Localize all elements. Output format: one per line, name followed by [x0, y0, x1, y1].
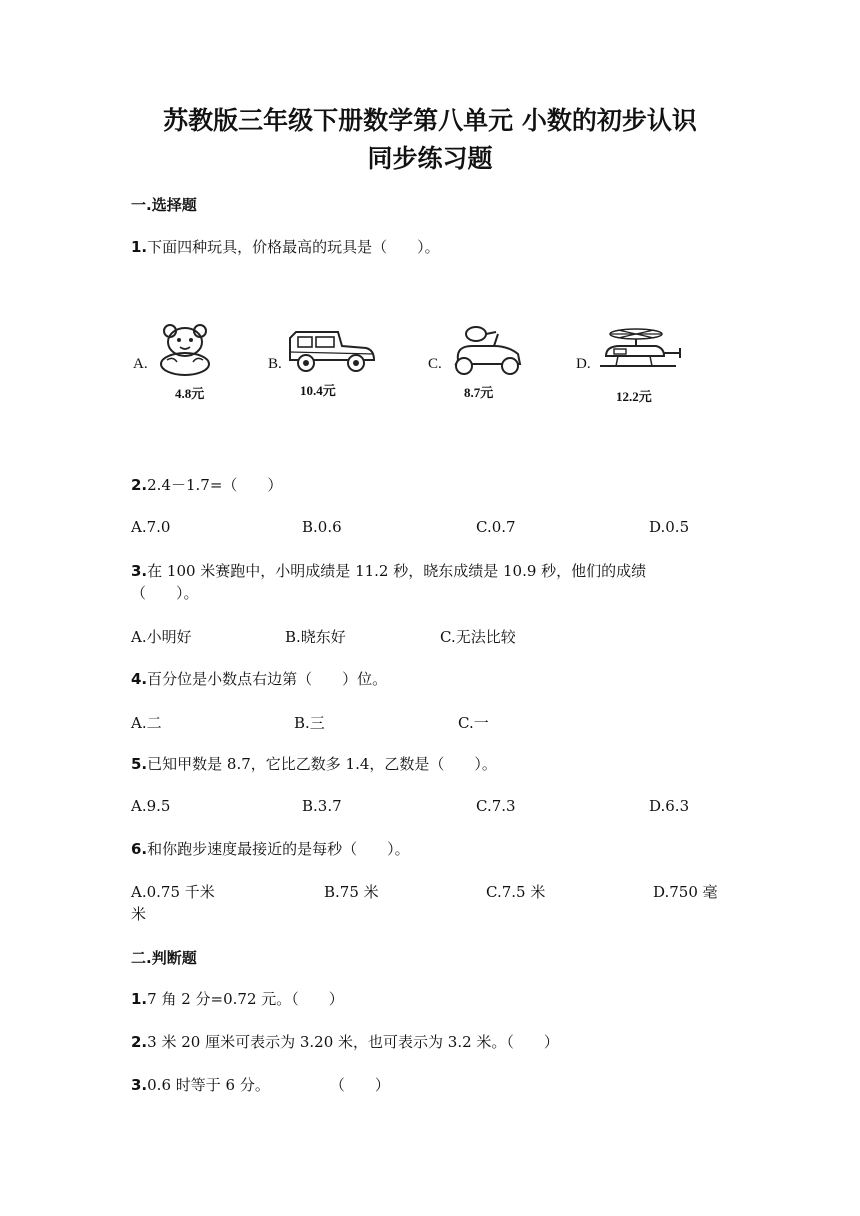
option-a[interactable]: A.小明好	[131, 628, 192, 646]
option-b[interactable]: B.75 米	[324, 883, 379, 901]
option-c[interactable]: C.一	[458, 714, 489, 732]
option-a[interactable]: A.二	[131, 714, 162, 732]
option-letter: C.	[428, 356, 442, 372]
question-2	[131, 474, 282, 496]
question-text: 0.6 时等于 6 分。 （ ）	[147, 1076, 390, 1094]
question-5	[131, 753, 497, 775]
toy-price: 10.4元	[300, 383, 336, 398]
toy-price: 12.2元	[616, 389, 652, 404]
question-1	[131, 236, 440, 258]
question-number: 4.	[131, 670, 148, 688]
question-3	[131, 560, 646, 582]
question-number: 3.	[131, 562, 148, 580]
toy-price: 8.7元	[464, 385, 494, 400]
question-text: 7 角 2 分=0.72 元。（ ）	[147, 990, 344, 1008]
title-line-2: 同步练习题	[367, 144, 493, 173]
section-heading-judgment: 二.判断题	[131, 949, 197, 967]
option-b[interactable]: B.0.6	[302, 518, 342, 536]
question-text: 3 米 20 厘米可表示为 3.20 米，也可表示为 3.2 米。（ ）	[147, 1033, 559, 1051]
option-a[interactable]: A.0.75 千米	[131, 883, 215, 901]
option-b[interactable]: B.三	[294, 714, 325, 732]
option-c[interactable]: C.7.3	[476, 797, 516, 815]
question-number: 5.	[131, 755, 148, 773]
question-text: 已知甲数是 8.7，它比乙数多 1.4，乙数是（ ）。	[147, 755, 497, 773]
question-text: 百分位是小数点右边第（ ）位。	[147, 670, 388, 688]
judgment-1	[131, 988, 344, 1010]
option-letter: D.	[576, 356, 591, 372]
judgment-2	[131, 1031, 559, 1053]
question-4	[131, 668, 387, 690]
option-letter: A.	[133, 356, 148, 372]
section-heading-choice: 一.选择题	[131, 196, 197, 214]
helicopter-icon	[598, 326, 688, 376]
question-number: 3.	[131, 1076, 148, 1094]
question-text: 下面四种玩具，价格最高的玩具是（ ）。	[147, 238, 440, 256]
question-text: 2.4－1.7=（ ）	[147, 476, 283, 494]
option-b[interactable]: B.3.7	[302, 797, 342, 815]
bear-icon	[155, 322, 215, 378]
option-d[interactable]: D.0.5	[649, 518, 690, 536]
title-line-1: 苏教版三年级下册数学第八单元 小数的初步认识	[163, 106, 697, 135]
question-number: 2.	[131, 476, 148, 494]
toy-price: 4.8元	[175, 386, 205, 401]
option-a[interactable]: A.9.5	[131, 797, 171, 815]
option-d-wrap: 米	[131, 905, 147, 923]
car-icon	[286, 328, 376, 374]
option-c[interactable]: C.无法比较	[440, 628, 516, 646]
question-text: 和你跑步速度最接近的是每秒（ ）。	[147, 840, 410, 858]
option-c[interactable]: C.0.7	[476, 518, 516, 536]
scooter-icon	[448, 324, 526, 376]
option-a[interactable]: A.7.0	[131, 518, 171, 536]
question-6	[131, 838, 410, 860]
question-number: 1.	[131, 238, 148, 256]
question-text: 在 100 米赛跑中，小明成绩是 11.2 秒，晓东成绩是 10.9 秒，他们的成绩	[147, 562, 647, 580]
question-number: 2.	[131, 1033, 148, 1051]
option-d[interactable]: D.750 毫	[653, 883, 718, 901]
question-3-continued: （ ）。	[131, 584, 199, 602]
question-number: 1.	[131, 990, 148, 1008]
question-number: 6.	[131, 840, 148, 858]
option-letter: B.	[268, 356, 282, 372]
option-d[interactable]: D.6.3	[649, 797, 690, 815]
option-b[interactable]: B.晓东好	[285, 628, 346, 646]
judgment-3	[131, 1074, 390, 1096]
option-c[interactable]: C.7.5 米	[486, 883, 546, 901]
document-title	[0, 102, 860, 178]
